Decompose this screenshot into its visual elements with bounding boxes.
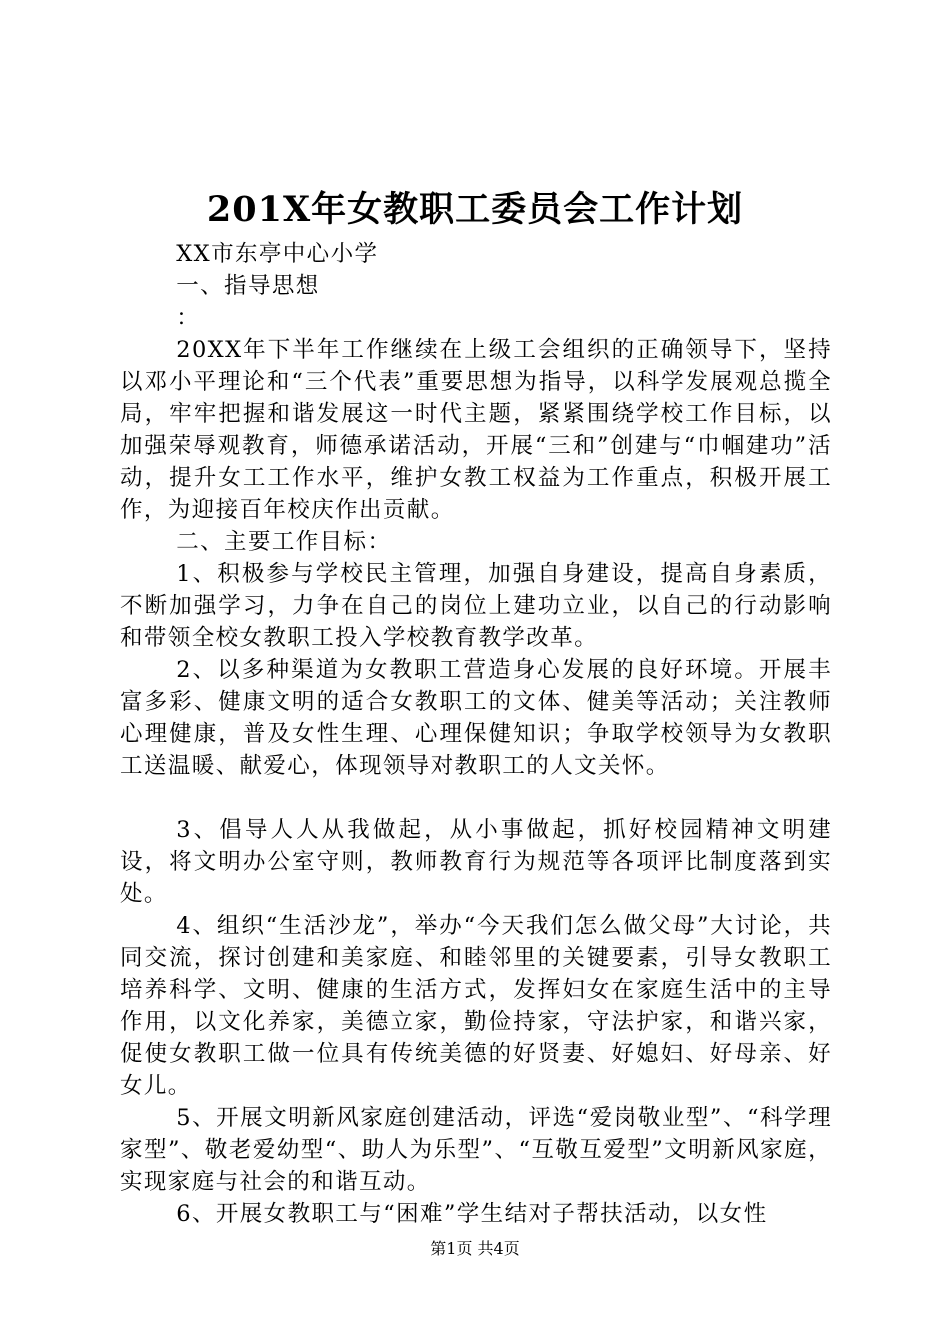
- paragraph-guiding-ideology: 20XX年下半年工作继续在上级工会组织的正确领导下，坚持以邓小平理论和“三个代表”重要思想为指导，以科学发展观总揽全局，牢牢把握和谐发展这一时代主题，紧紧围绕学校工作目标，以加强荣辱观教育，师德承诺活动，开展“三和”创建与“巾帼建功”活动，提升女工工作水平，维护女教工权益为工作重点，积极开展工作，为迎接百年校庆作出贡献。: [120, 337, 832, 523]
- goal-item-1: 1、积极参与学校民主管理，加强自身建设，提高自身素质，不断加强学习，力争在自己的岗位上建功立业，以自己的行动影响和带领全校女教职工投入学校教育教学改革。: [120, 561, 832, 651]
- goal-item-4: 4、组织“生活沙龙”，举办“今天我们怎么做父母”大讨论，共同交流，探讨创建和美家庭、和睦邻里的关键要素，引导女教职工培养科学、文明、健康的生活方式，发挥妇女在家庭生活中的主导作用，以文化养家，美德立家，勤俭持家，守法护家，和谐兴家，促使女教职工做一位具有传统美德的好贤妻、好媳妇、好母亲、好女儿。: [120, 913, 832, 1099]
- school-name: XX市东亭中心小学: [176, 241, 379, 267]
- document-title: 201X年女教职工委员会工作计划: [206, 189, 744, 230]
- section-heading-guiding-ideology: 一、指导思想: [176, 273, 320, 299]
- colon-line: ：: [176, 305, 201, 331]
- goal-item-3: 3、倡导人人从我做起，从小事做起，抓好校园精神文明建设，将文明办公室守则，教师教育行为规范等各项评比制度落到实处。: [120, 817, 832, 907]
- page-number-footer: 第1页 共4页: [430, 1239, 520, 1258]
- goal-item-2: 2、以多种渠道为女教职工营造身心发展的良好环境。开展丰富多彩、健康文明的适合女教职工的文体、健美等活动；关注教师心理健康，普及女性生理、心理保健知识；争取学校领导为女教职工送温暖、献爱心，体现领导对教职工的人文关怀。: [120, 657, 832, 779]
- section-heading-main-goals: 二、主要工作目标：: [176, 529, 392, 555]
- goal-item-6: 6、开展女教职工与“困难”学生结对子帮扶活动，以女性: [176, 1201, 768, 1227]
- goal-item-5: 5、开展文明新风家庭创建活动，评选“爱岗敬业型”、“科学理家型”、敬老爱幼型“、助人为乐型”、“互敬互爱型”文明新风家庭，实现家庭与社会的和谐互动。: [120, 1105, 832, 1195]
- document-body: [120, 238, 832, 1230]
